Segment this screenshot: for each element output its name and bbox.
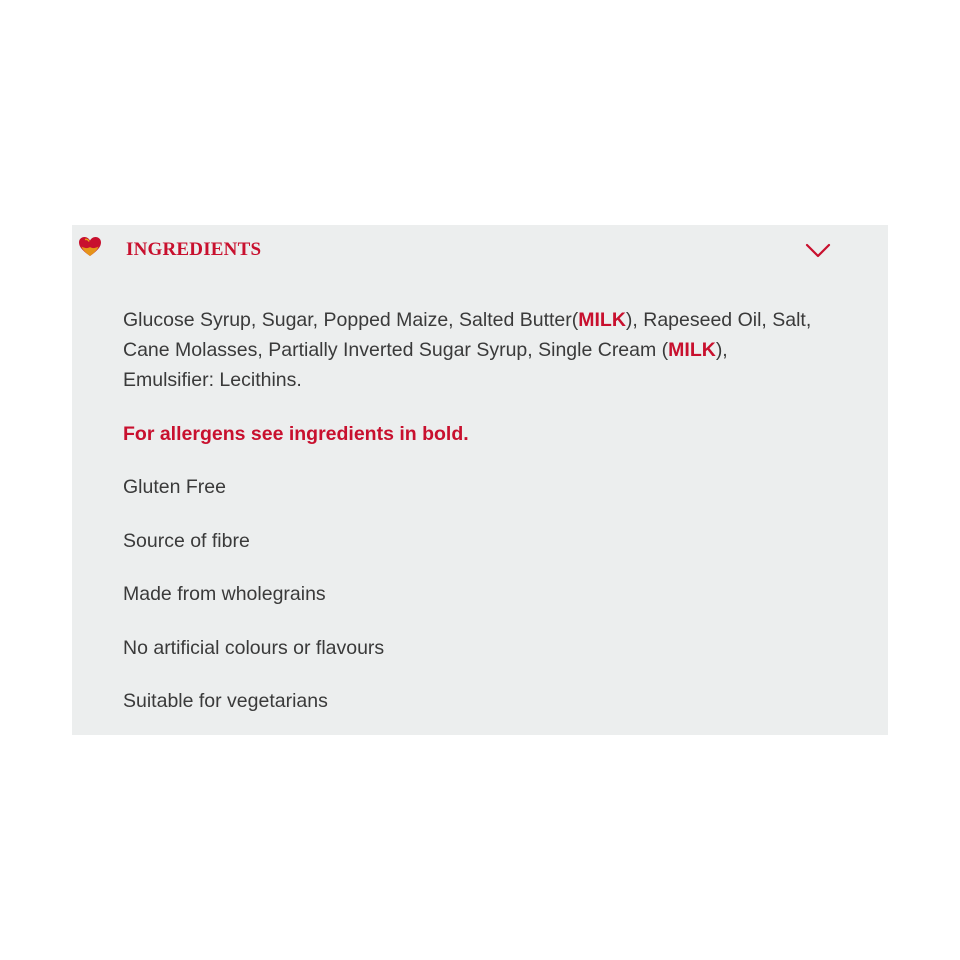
product-claims xyxy=(123,472,813,716)
ingredients-text-2: ), Rapeseed Oil, Salt, Cane Molasses, Partially Inverted Sugar Syrup, Single Cream ( xyxy=(123,309,812,361)
allergen-note: For allergens see ingredients in bold. xyxy=(123,423,469,445)
claim-item: Gluten Free xyxy=(123,476,226,498)
claim-item: Suitable for vegetarians xyxy=(123,690,328,712)
heart-logo-icon xyxy=(78,234,102,258)
section-title: INGREDIENTS xyxy=(126,239,262,260)
accordion-header[interactable] xyxy=(72,225,888,277)
claim-item: Made from wholegrains xyxy=(123,583,326,605)
chevron-down-icon[interactable] xyxy=(804,241,832,261)
accordion-content xyxy=(123,305,813,740)
ingredients-list xyxy=(123,305,813,395)
allergen-milk-2: MILK xyxy=(668,339,716,361)
ingredients-accordion xyxy=(72,225,888,735)
ingredients-text-3: ), Emulsifier: Lecithins. xyxy=(123,339,728,391)
claim-item: No artificial colours or flavours xyxy=(123,636,385,659)
allergen-milk-1: MILK xyxy=(578,309,626,331)
claim-item: Source of fibre xyxy=(123,529,250,552)
ingredients-text-1: Glucose Syrup, Sugar, Popped Maize, Salted Butter( xyxy=(123,309,579,331)
